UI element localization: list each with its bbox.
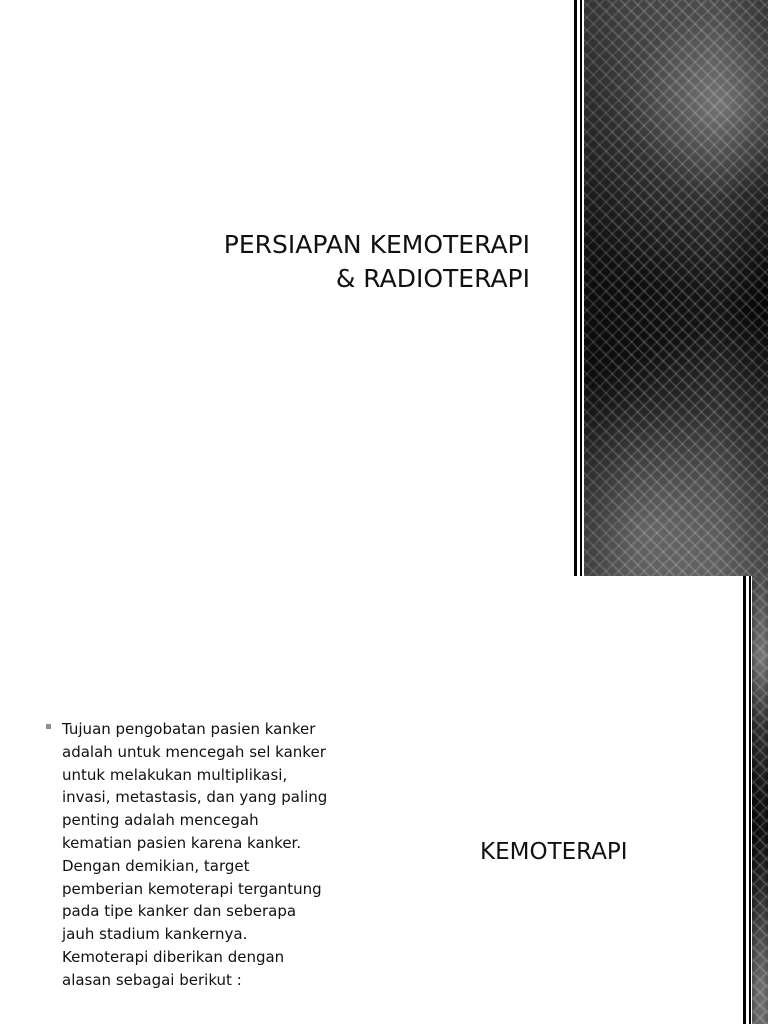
decorative-textured-panel (752, 576, 768, 1024)
slide-title: PERSIAPAN KEMOTERAPI & RADIOTERAPI (223, 230, 530, 293)
chemotherapy-slide (0, 576, 768, 1024)
decorative-black-stripe (574, 0, 577, 576)
decorative-black-stripe (749, 576, 751, 1024)
decorative-black-stripe (743, 576, 746, 1024)
section-title: KEMOTERAPI (480, 839, 628, 865)
bullet-list (46, 718, 346, 992)
square-bullet-icon (46, 724, 51, 729)
decorative-textured-panel (584, 0, 768, 576)
decorative-black-stripe (580, 0, 582, 576)
bullet-paragraph: Tujuan pengobatan pasien kanker adalah untuk mencegah sel kanker untuk melakukan multiplikasi, invasi, metastasis, dan yang paling penting adalah mencegah kematian pasien karena kanker. Dengan demikian, target pemberian kemoterapi tergantung pada tipe kanker dan seberapa jauh stadium kankernya. Kemoterapi diberikan dengan alasan sebagai berikut : (62, 720, 328, 989)
